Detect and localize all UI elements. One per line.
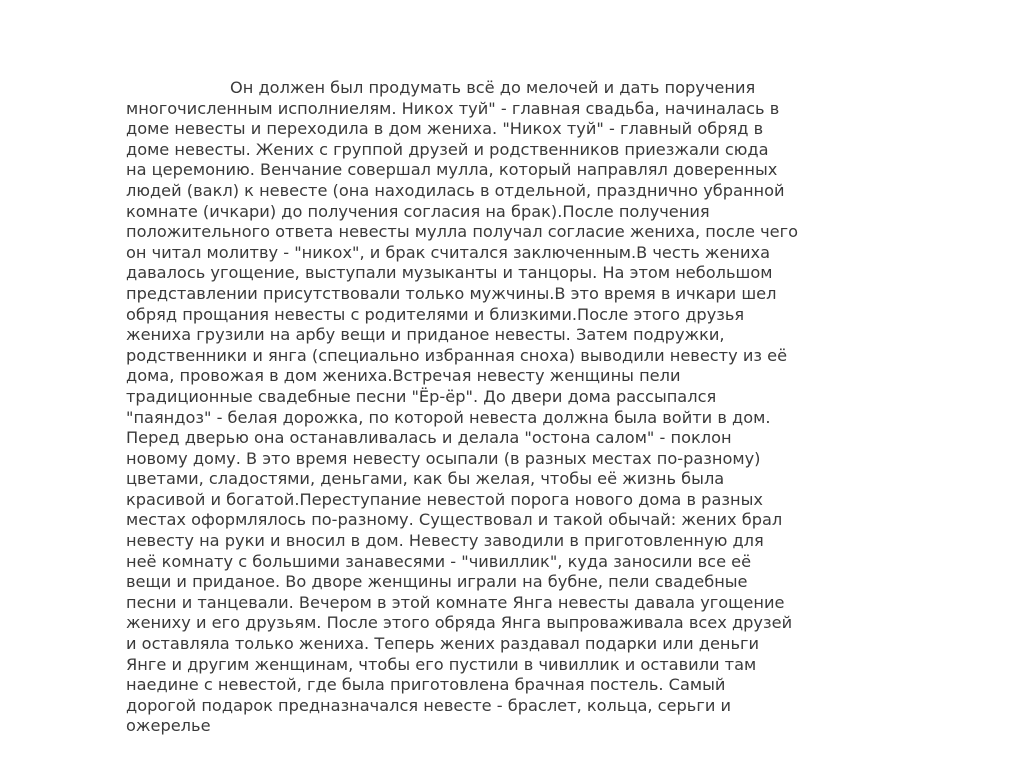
paragraph-line: жениху и его друзьям. После этого обряда Янга выпроваживала всех друзей [126, 613, 793, 633]
paragraph-line: неё комнату с большими занавесями - "чивиллик", куда заносили все её [126, 551, 752, 571]
paragraph-line: он читал молитву - "никох", и брак считался заключенным.В честь жениха [126, 242, 771, 262]
paragraph-line: "паяндоз" - белая дорожка, по которой невеста должна была войти в дом. [126, 407, 771, 427]
paragraph-line: Янге и другим женщинам, чтобы его пустили в чивиллик и оставили там [126, 654, 757, 674]
paragraph-line: представлении присутствовали только мужчины.В это время в ичкари шел [126, 283, 777, 303]
paragraph-line: обряд прощания невесты с родителями и близкими.После этого друзья [126, 304, 745, 324]
paragraph-line: традиционные свадебные песни "Ёр-ёр". До двери дома рассыпался [126, 386, 717, 406]
paragraph-line: новому дому. В это время невесту осыпали (в разных местах по-разному) [126, 448, 761, 468]
paragraph-line: Он должен был продумать всё до мелочей и дать поручения [230, 78, 756, 97]
paragraph-line: песни и танцевали. Вечером в этой комнате Янга невесты давала угощение [126, 592, 785, 612]
paragraph-line: вещи и приданое. Во дворе женщины играли на бубне, пели свадебные [126, 572, 748, 592]
paragraph-line: доме невесты. Жених с группой друзей и родственников приезжали сюда [126, 139, 769, 159]
paragraph-line: Перед дверью она останавливалась и делала "остона салом" - поклон [126, 428, 732, 448]
paragraph-line: красивой и богатой.Переступание невестой порога нового дома в разных [126, 489, 763, 509]
paragraph-line: людей (вакл) к невесте (она находилась в отдельной, празднично убранной [126, 180, 785, 200]
paragraph-line: невесту на руки и вносил в дом. Невесту заводили в приготовленную для [126, 531, 764, 551]
paragraph-line: дорогой подарок предназначался невесте - браслет, кольца, серьги и [126, 695, 732, 715]
paragraph-line: ожерелье [126, 716, 211, 736]
paragraph-line: цветами, сладостями, деньгами, как бы желая, чтобы её жизнь была [126, 469, 725, 489]
paragraph-line: наедине с невестой, где была приготовлена брачная постель. Самый [126, 675, 726, 695]
paragraph-line: родственники и янга (специально избранная сноха) выводили невесту из её [126, 345, 788, 365]
paragraph-line: многочисленным исполниелям. Никох туй" - главная свадьба, начиналась в [126, 98, 780, 118]
paragraph-line: на церемонию. Венчание совершал мулла, который направлял доверенных [126, 160, 778, 180]
paragraph-line: и оставляла только жениха. Теперь жених раздавал подарки или деньги [126, 634, 760, 654]
paragraph-line: комнате (ичкари) до получения согласия на брак).После получения [126, 201, 710, 221]
paragraph-line: дома, провожая в дом жениха.Встречая невесту женщины пели [126, 366, 681, 386]
paragraph-line: жениха грузили на арбу вещи и приданое невесты. Затем подружки, [126, 325, 725, 345]
body-paragraph [126, 78, 806, 737]
paragraph-line: давалось угощение, выступали музыканты и танцоры. На этом небольшом [126, 263, 773, 283]
paragraph-line: местах оформлялось по-разному. Существовал и такой обычай: жених брал [126, 510, 783, 530]
paragraph-line: положительного ответа невесты мулла получал согласие жениха, после чего [126, 222, 799, 242]
paragraph-line: доме невесты и переходила в дом жениха. "Никох туй" - главный обряд в [126, 119, 764, 139]
